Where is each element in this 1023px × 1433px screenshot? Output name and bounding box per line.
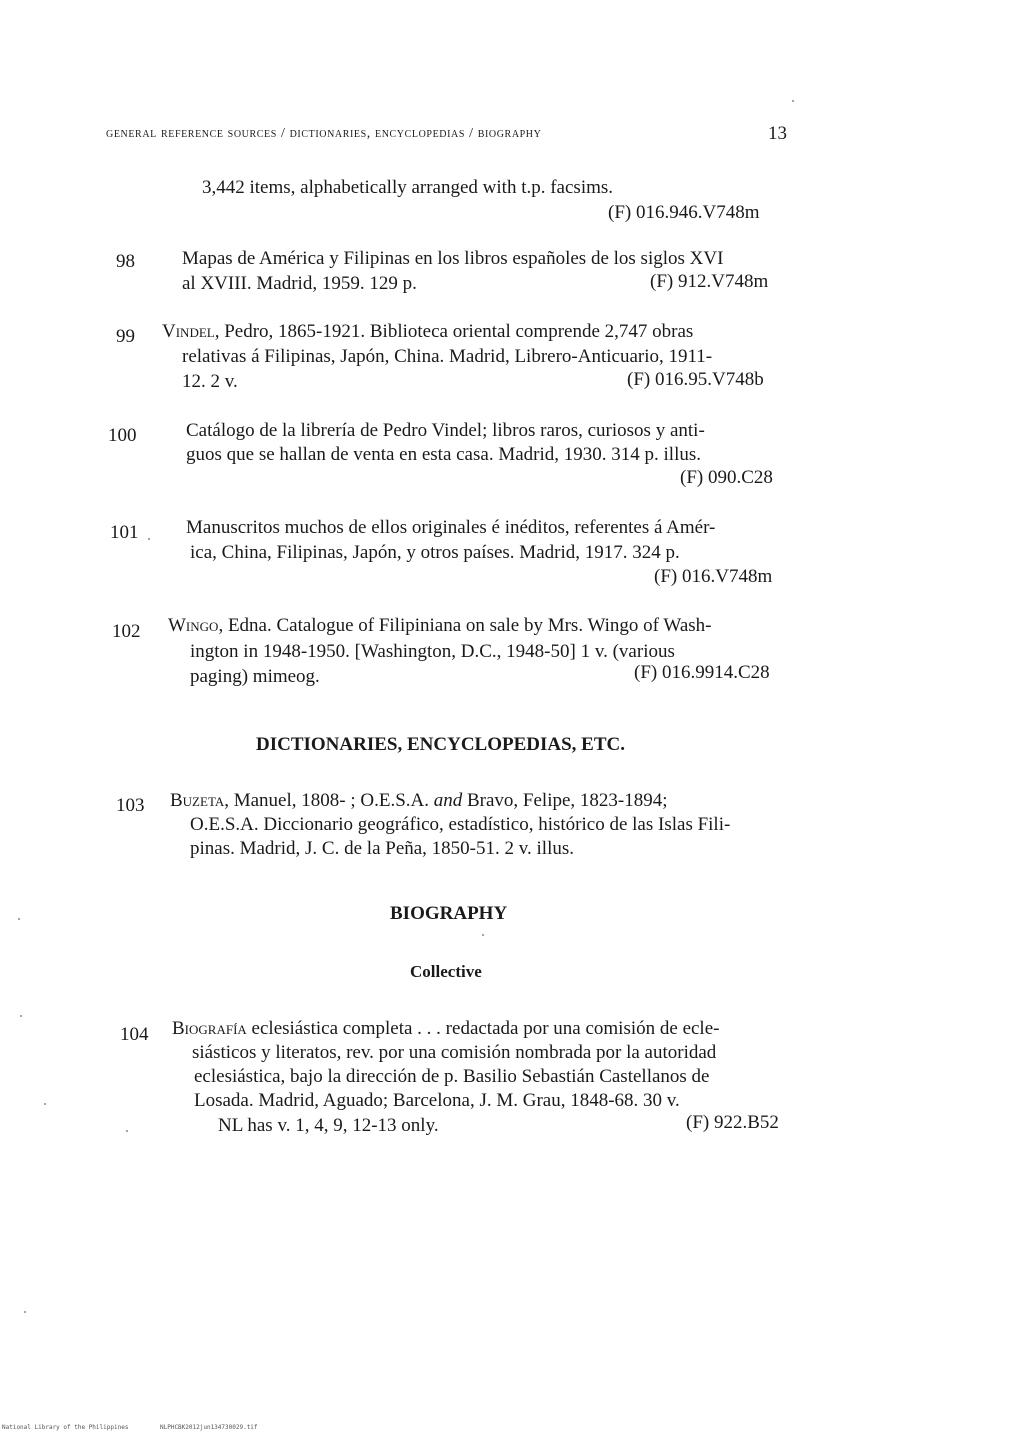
call-number: (F) 016.946.V748m [608, 202, 760, 223]
page-number: 13 [768, 123, 787, 144]
entry-text [162, 320, 693, 344]
entry-text-rest: , Edna. Catalogue of Filipiniana on sale by Mrs. Wingo of Wash- [218, 615, 712, 636]
scan-speck [148, 538, 150, 540]
entry-text: 12. 2 v. [182, 371, 238, 392]
entry-text [172, 1017, 719, 1041]
entry-number: 103 [116, 795, 145, 816]
entry-text: eclesiástica, bajo la dirección de p. Basilio Sebastián Castellanos de [194, 1066, 710, 1087]
entry-text: ington in 1948-1950. [Washington, D.C., 1948-50] 1 v. (various [190, 641, 675, 662]
entry-text [170, 789, 668, 813]
entry-text: Mapas de América y Filipinas en los libros españoles de los siglos XVI [182, 248, 724, 269]
entry-text-rest: eclesiástica completa . . . redactada por una comisión de ecle- [246, 1018, 720, 1039]
call-number: (F) 016.9914.C28 [634, 662, 770, 683]
scan-speck [126, 1130, 128, 1132]
entry-number: 98 [116, 251, 135, 272]
scan-speck [482, 934, 484, 936]
scan-speck [20, 1015, 22, 1017]
entry-text: relativas á Filipinas, Japón, China. Madrid, Librero-Anticuario, 1911- [182, 346, 713, 367]
entry-number: 102 [112, 621, 141, 642]
call-number: (F) 016.V748m [654, 566, 773, 587]
section-heading: BIOGRAPHY [390, 903, 508, 924]
entry-number: 104 [120, 1024, 149, 1045]
section-heading: DICTIONARIES, ENCYCLOPEDIAS, ETC. [256, 734, 625, 755]
entry-text: paging) mimeog. [190, 666, 320, 687]
scan-speck [24, 1311, 26, 1313]
entry-text: O.E.S.A. Diccionario geográfico, estadístico, histórico de las Islas Fili- [190, 814, 731, 835]
entry-text-rest: , Pedro, 1865-1921. Biblioteca oriental comprende 2,747 obras [214, 321, 694, 342]
scan-speck [792, 100, 794, 102]
call-number: (F) 922.B52 [686, 1112, 779, 1133]
entry-text: 3,442 items, alphabetically arranged with t.p. facsims. [202, 177, 614, 198]
entry-text: NL has v. 1, 4, 9, 12-13 only. [218, 1115, 439, 1136]
call-number: (F) 912.V748m [650, 271, 769, 292]
entry-text [168, 614, 711, 638]
entry-author: Wingo [168, 615, 219, 636]
subsection-heading: Collective [410, 962, 482, 981]
entry-text: al XVIII. Madrid, 1959. 129 p. [182, 273, 417, 294]
entry-text: Manuscritos muchos de ellos originales é inéditos, referentes á Amér- [186, 517, 716, 538]
running-title: general reference sources / dictionaries, encyclopedias / biography [106, 126, 542, 141]
scan-speck [44, 1103, 46, 1105]
entry-author: Buzeta [170, 790, 225, 811]
call-number: (F) 016.95.V748b [627, 369, 764, 390]
entry-number: 101 [110, 522, 139, 543]
entry-text-and: and [433, 790, 463, 811]
scan-footer-file: NLPHCBK2012jun13473002​9.tif [160, 1424, 258, 1431]
entry-number: 99 [116, 326, 135, 347]
scan-footer-library: National Library of the Philippines [2, 1424, 129, 1431]
entry-number: 100 [108, 425, 137, 446]
entry-author: Biografía [172, 1018, 247, 1039]
entry-text: Catálogo de la librería de Pedro Vindel; libros raros, curiosos y anti- [186, 420, 705, 441]
entry-text: ica, China, Filipinas, Japón, y otros países. Madrid, 1917. 324 p. [190, 542, 680, 563]
entry-text: siásticos y literatos, rev. por una comisión nombrada por la autoridad [192, 1042, 717, 1063]
entry-text: Losada. Madrid, Aguado; Barcelona, J. M. Grau, 1848-68. 30 v. [194, 1090, 680, 1111]
call-number: (F) 090.C28 [680, 467, 773, 488]
entry-text-rest: Bravo, Felipe, 1823-1894; [462, 790, 668, 811]
scan-speck [18, 918, 20, 920]
entry-author: Vindel [162, 321, 215, 342]
running-head [106, 126, 541, 142]
entry-text-rest: , Manuel, 1808- ; O.E.S.A. [224, 790, 434, 811]
entry-text: pinas. Madrid, J. C. de la Peña, 1850-51. 2 v. illus. [190, 838, 575, 859]
entry-text: guos que se hallan de venta en esta casa. Madrid, 1930. 314 p. illus. [186, 444, 701, 465]
